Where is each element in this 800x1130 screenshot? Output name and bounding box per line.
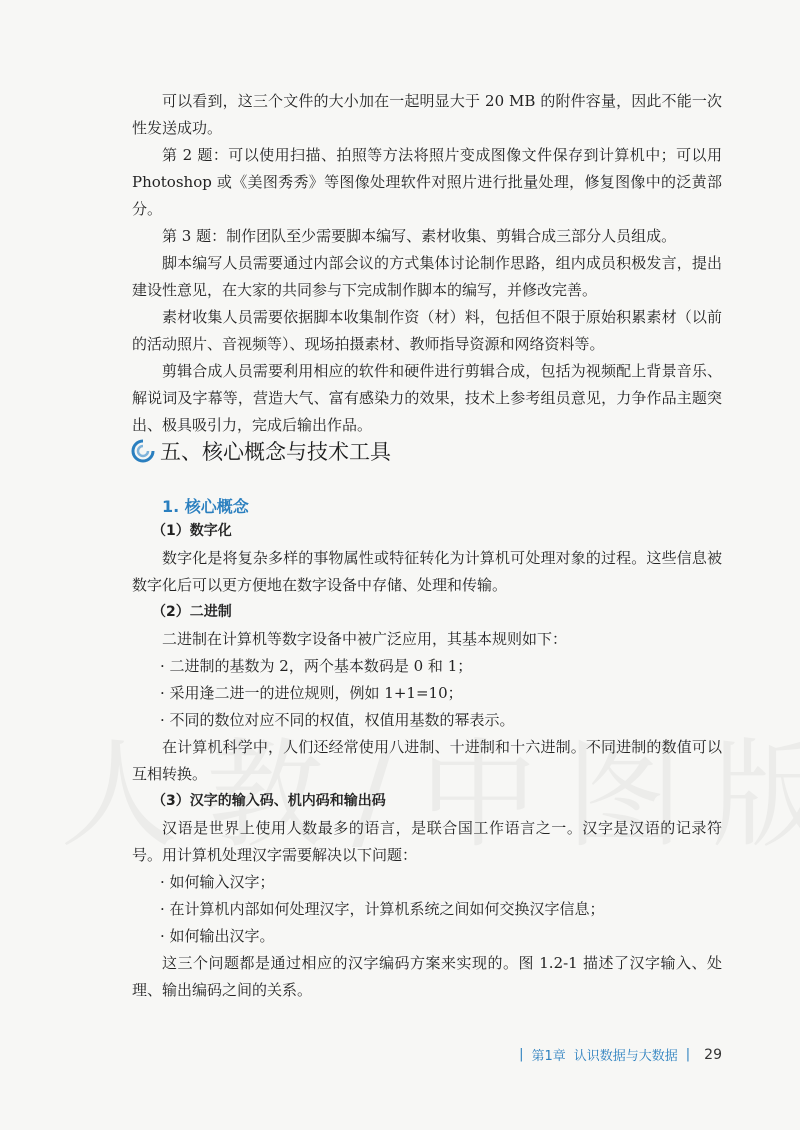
paragraph: 素材收集人员需要依据脚本收集制作资（材）料，包括但不限于原始积累素材（以前的活动照片、音视频等）、现场拍摄素材、教师指导资源和网络资料等。 — [132, 308, 722, 353]
list-item: · 如何输入汉字； — [160, 873, 275, 891]
intro-text-block — [132, 88, 722, 439]
chapter-label: 第1章 — [531, 1049, 566, 1064]
heading-binary: （2）二进制 — [152, 604, 232, 620]
paragraph: 第 2 题：可以使用扫描、拍照等方法将照片变成图像文件保存到计算机中；可以用 Photoshop 或《美图秀秀》等图像处理软件对照片进行批量处理，修复图像中的泛黄部分。 — [132, 146, 722, 218]
paragraph: 二进制在计算机等数字设备中被广泛应用，其基本规则如下： — [162, 630, 568, 648]
section-title: 五、核心概念与技术工具 — [160, 440, 391, 464]
paragraph: 脚本编写人员需要通过内部会议的方式集体讨论制作思路，组内成员积极发言，提出建设性意见，在大家的共同参与下完成制作脚本的编写，并修改完善。 — [132, 254, 722, 299]
heading-digitize: （1）数字化 — [152, 523, 232, 539]
page-footer — [519, 1045, 722, 1064]
subsection-title: 1. 核心概念 — [162, 497, 249, 516]
concepts-text-block — [132, 518, 722, 1004]
divider: | — [685, 1047, 691, 1062]
paragraph: 可以看到，这三个文件的大小加在一起明显大于 20 MB 的附件容量，因此不能一次性发送成功。 — [132, 92, 722, 137]
divider: | — [519, 1047, 524, 1062]
paragraph: 这三个问题都是通过相应的汉字编码方案来实现的。图 1.2-1 描述了汉字输入、处理、输出编码之间的关系。 — [132, 954, 722, 999]
paragraph: 在计算机科学中，人们还经常使用八进制、十进制和十六进制。不同进制的数值可以互相转换。 — [132, 738, 722, 783]
section-heading — [130, 436, 391, 466]
list-item: · 如何输出汉字。 — [160, 927, 275, 945]
paragraph: 第 3 题：制作团队至少需要脚本编写、素材收集、剪辑合成三部分人员组成。 — [162, 227, 677, 245]
paragraph: 剪辑合成人员需要利用相应的软件和硬件进行剪辑合成，包括为视频配上背景音乐、解说词及字幕等，营造大气、富有感染力的效果，技术上参考组员意见，力争作品主题突出、极具吸引力，完成后输出作品。 — [132, 362, 722, 434]
heading-hanzi: （3）汉字的输入码、机内码和输出码 — [152, 793, 386, 809]
paragraph: 数字化是将复杂多样的事物属性或特征转化为计算机可处理对象的过程。这些信息被数字化后可以更方便地在数字设备中存储、处理和传输。 — [132, 549, 722, 594]
list-item: · 在计算机内部如何处理汉字，计算机系统之间如何交换汉字信息； — [160, 900, 605, 918]
paragraph: 汉语是世界上使用人数最多的语言，是联合国工作语言之一。汉字是汉语的记录符号。用计算机处理汉字需要解决以下问题： — [132, 819, 722, 864]
list-item: · 采用逢二进一的进位规则，例如 1+1=10； — [160, 684, 463, 702]
swirl-icon — [130, 438, 156, 464]
chapter-title: 认识数据与大数据 — [573, 1049, 678, 1064]
list-item: · 不同的数位对应不同的权值，权值用基数的幂表示。 — [160, 711, 515, 729]
list-item: · 二进制的基数为 2，两个基本数码是 0 和 1； — [160, 657, 473, 675]
page-number: 29 — [704, 1046, 722, 1063]
